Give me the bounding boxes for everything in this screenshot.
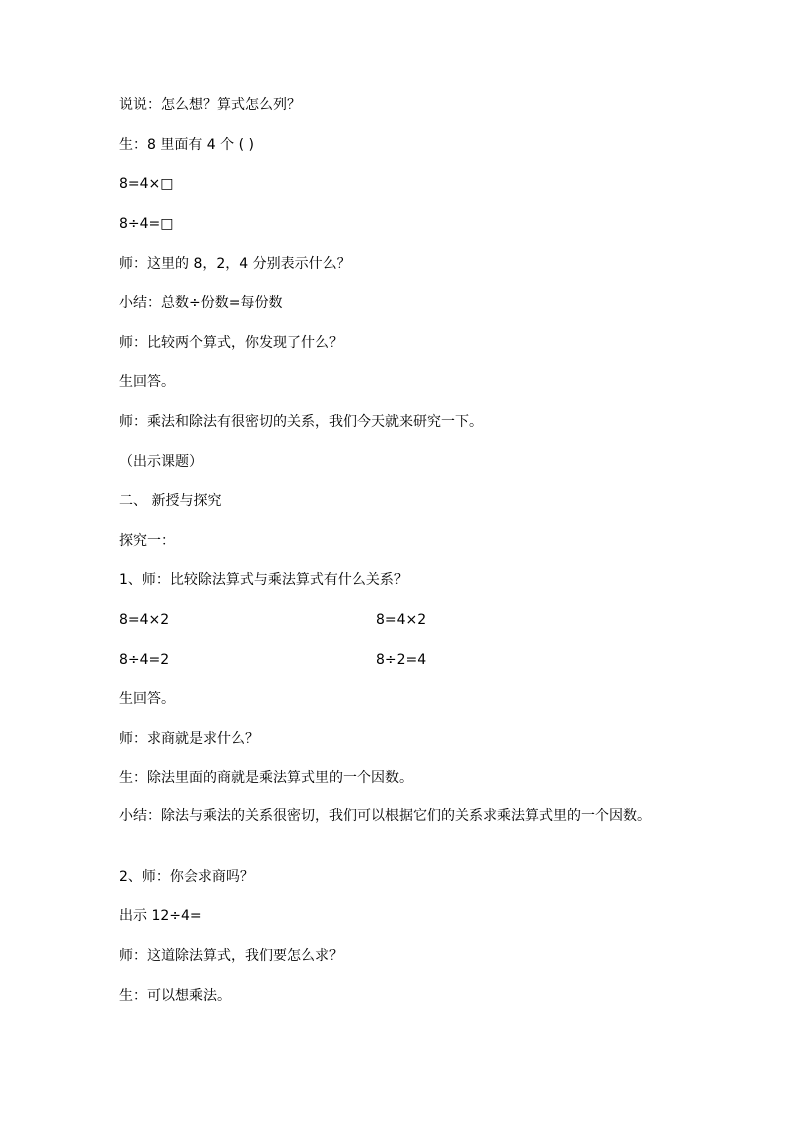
text-line: 生回答。: [119, 691, 175, 707]
summary-line: 小结：总数÷份数=每份数: [119, 295, 283, 311]
text-line: 生回答。: [119, 374, 175, 390]
text-line: 说说：怎么想？算式怎么列？: [119, 97, 301, 113]
text-line: 师：这道除法算式，我们要怎么求？: [119, 948, 343, 964]
subsection-heading: 探究一：: [119, 533, 175, 549]
equation-line: 8=4×□: [119, 176, 174, 192]
section-heading: 二、 新授与探究: [119, 493, 222, 509]
text-line: 师：比较两个算式，你发现了什么？: [119, 335, 343, 351]
text-line: 师：这里的 8，2，4 分别表示什么？: [119, 256, 351, 272]
text-line: （出示课题）: [119, 454, 203, 470]
summary-paragraph: 小结：除法与乘法的关系很密切，我们可以根据它们的关系求乘法算式里的一个因数。: [119, 808, 651, 824]
text-line: 生：除法里面的商就是乘法算式里的一个因数。: [119, 770, 413, 786]
text-line: 1、师：比较除法算式与乘法算式有什么关系？: [119, 572, 408, 588]
equation-left: 8÷4=2: [119, 652, 170, 668]
text-line: 出示 12÷4=: [119, 908, 202, 924]
text-line: 2、师：你会求商吗？: [119, 869, 254, 885]
equation-right: 8÷2=4: [376, 652, 427, 668]
equation-left: 8=4×2: [119, 612, 170, 628]
text-line: 师：乘法和除法有很密切的关系，我们今天就来研究一下。: [119, 414, 483, 430]
text-line: 生：可以想乘法。: [119, 988, 231, 1004]
equation-line: 8÷4=□: [119, 216, 174, 232]
text-line: 生：8 里面有 4 个 ( ): [119, 137, 254, 153]
text-line: 师：求商就是求什么？: [119, 731, 259, 747]
equation-right: 8=4×2: [376, 612, 427, 628]
